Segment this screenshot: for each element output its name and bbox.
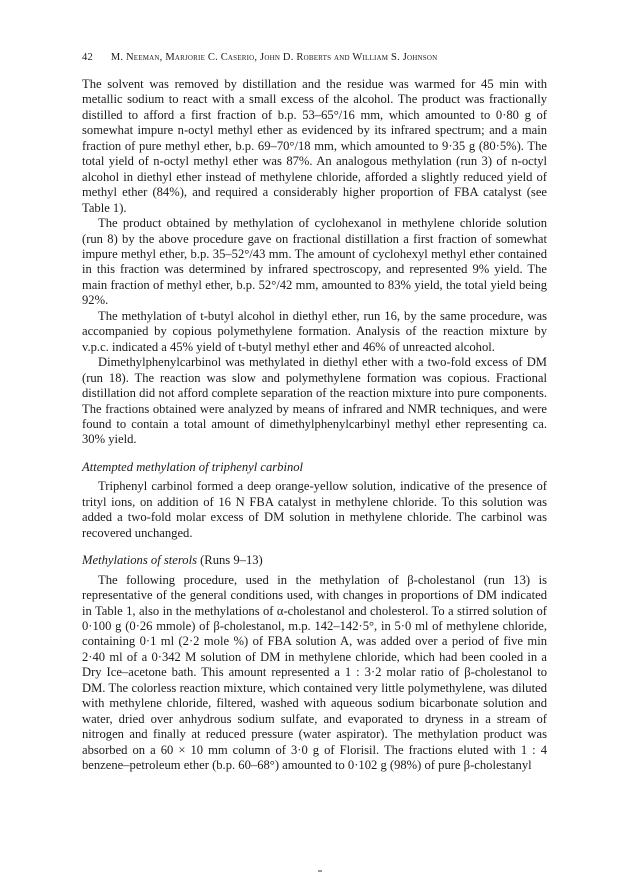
- paragraph-triphenyl-carbinol: Triphenyl carbinol formed a deep orange-yellow solution, indicative of the presence of trityl ions, on addition of 16 N FBA catalyst in methylene chloride. To this solution was added a two-fold molar excess of DM solution in methylene chloride. The carbinol was recovered unchanged.: [82, 479, 547, 540]
- paragraph-cyclohexanol-methylation: The product obtained by methylation of cyclohexanol in methylene chloride solution (run 8) by the above procedure gave on fractional distillation a first fraction of somewhat impure methyl ether, b.p. 35–52°/43 mm. The amount of cyclohexyl methyl ether contained in this fraction was determined by infrared spectroscopy, and represented 9% yield. The main fraction of methyl ether, b.p. 52°/42 mm, amounted to 83% yield, the total yield being 92%.: [82, 216, 547, 308]
- section-heading-triphenyl-carbinol: Attempted methylation of triphenyl carbinol: [82, 459, 304, 474]
- paragraph-t-butyl-methylation: The methylation of t-butyl alcohol in diethyl ether, run 16, by the same procedure, was accompanied by copious polymethylene formation. Analysis of the reaction mixture by v.p.c. indicated a 45% yield of t-butyl methyl ether and 46% of unreacted alcohol.: [82, 308, 547, 354]
- page-footer-mark: [318, 870, 322, 872]
- section-heading-sterols-title: Methylations of sterols: [82, 553, 197, 568]
- paragraph-octyl-methylation: The solvent was removed by distillation and the residue was warmed for 45 min with metallic sodium to react with a small excess of the alcohol. The product was fractionally distilled to afford a first fraction of b.p. 53–65°/16 mm, which amounted to 0·80 g of somewhat impure n-octyl methyl ether as evidenced by its infrared spectrum; and a main fraction of pure methyl ether, b.p. 69–70°/18 mm, which amounted to 9·35 g (80·5%). The total yield of n-octyl methyl ether was 87%. An analogous methylation (run 3) of n-octyl alcohol in diethyl ether instead of methylene chloride, afforded a slightly reduced yield of methyl ether (84%), and required a considerably higher proportion of FBA catalyst (see Table 1).: [82, 77, 547, 215]
- paragraph-cholestanol-procedure: The following procedure, used in the methylation of β-cholestanol (run 13) is representative of the general conditions used, with changes in proportions of DM indicated in Table 1, also in the methylations of α-cholestanol and cholesterol. To a stirred solution of 0·100 g (0·26 mmole) of β-cholestanol, m.p. 142–142·5°, in 5·0 ml of methylene chloride, containing 0·1 ml (2·2 mole %) of FBA solution A, was added over a period of five min 2·40 ml of a 0·342 M solution of DM in methylene chloride, which had been cooled in a Dry Ice–acetone bath. This amount represented a 1 : 3·2 molar ratio of β-cholestanol to DM. The colorless reaction mixture, which contained very little polymethylene, was diluted with methylene chloride, filtered, washed with aqueous sodium bicarbonate solution and water, dried over anhydrous sodium sulfate, and evaporated to dryness in a stream of nitrogen and finally at reduced pressure (water aspirator). The methylation product was absorbed on a 60 × 10 mm column of 3·0 g of Florisil. The fractions eluted with 1 : 4 benzene–petroleum ether (b.p. 60–68°) amounted to 0·102 g (98%) of pure β-cholestanyl: [82, 572, 547, 773]
- page-number: 42: [82, 52, 93, 63]
- author-line: M. Neeman, Marjorie C. Caserio, John D. Roberts and William S. Johnson: [110, 52, 438, 63]
- section-heading-sterols-runs: (Runs 9–13): [196, 553, 263, 568]
- article-body: [82, 77, 547, 773]
- running-head: [82, 52, 542, 63]
- paragraph-dimethylphenylcarbinol: Dimethylphenylcarbinol was methylated in diethyl ether with a two-fold excess of DM (run 18). The reaction was slow and polymethylene formation was copious. Fractional distillation did not afford complete separation of the reaction mixture into pure components. The fractions obtained were analyzed by means of infrared and NMR techniques, and were found to contain a total amount of dimethylphenylcarbinyl methyl ether representing ca. 30% yield.: [82, 355, 547, 447]
- section-heading-sterols: [82, 553, 547, 568]
